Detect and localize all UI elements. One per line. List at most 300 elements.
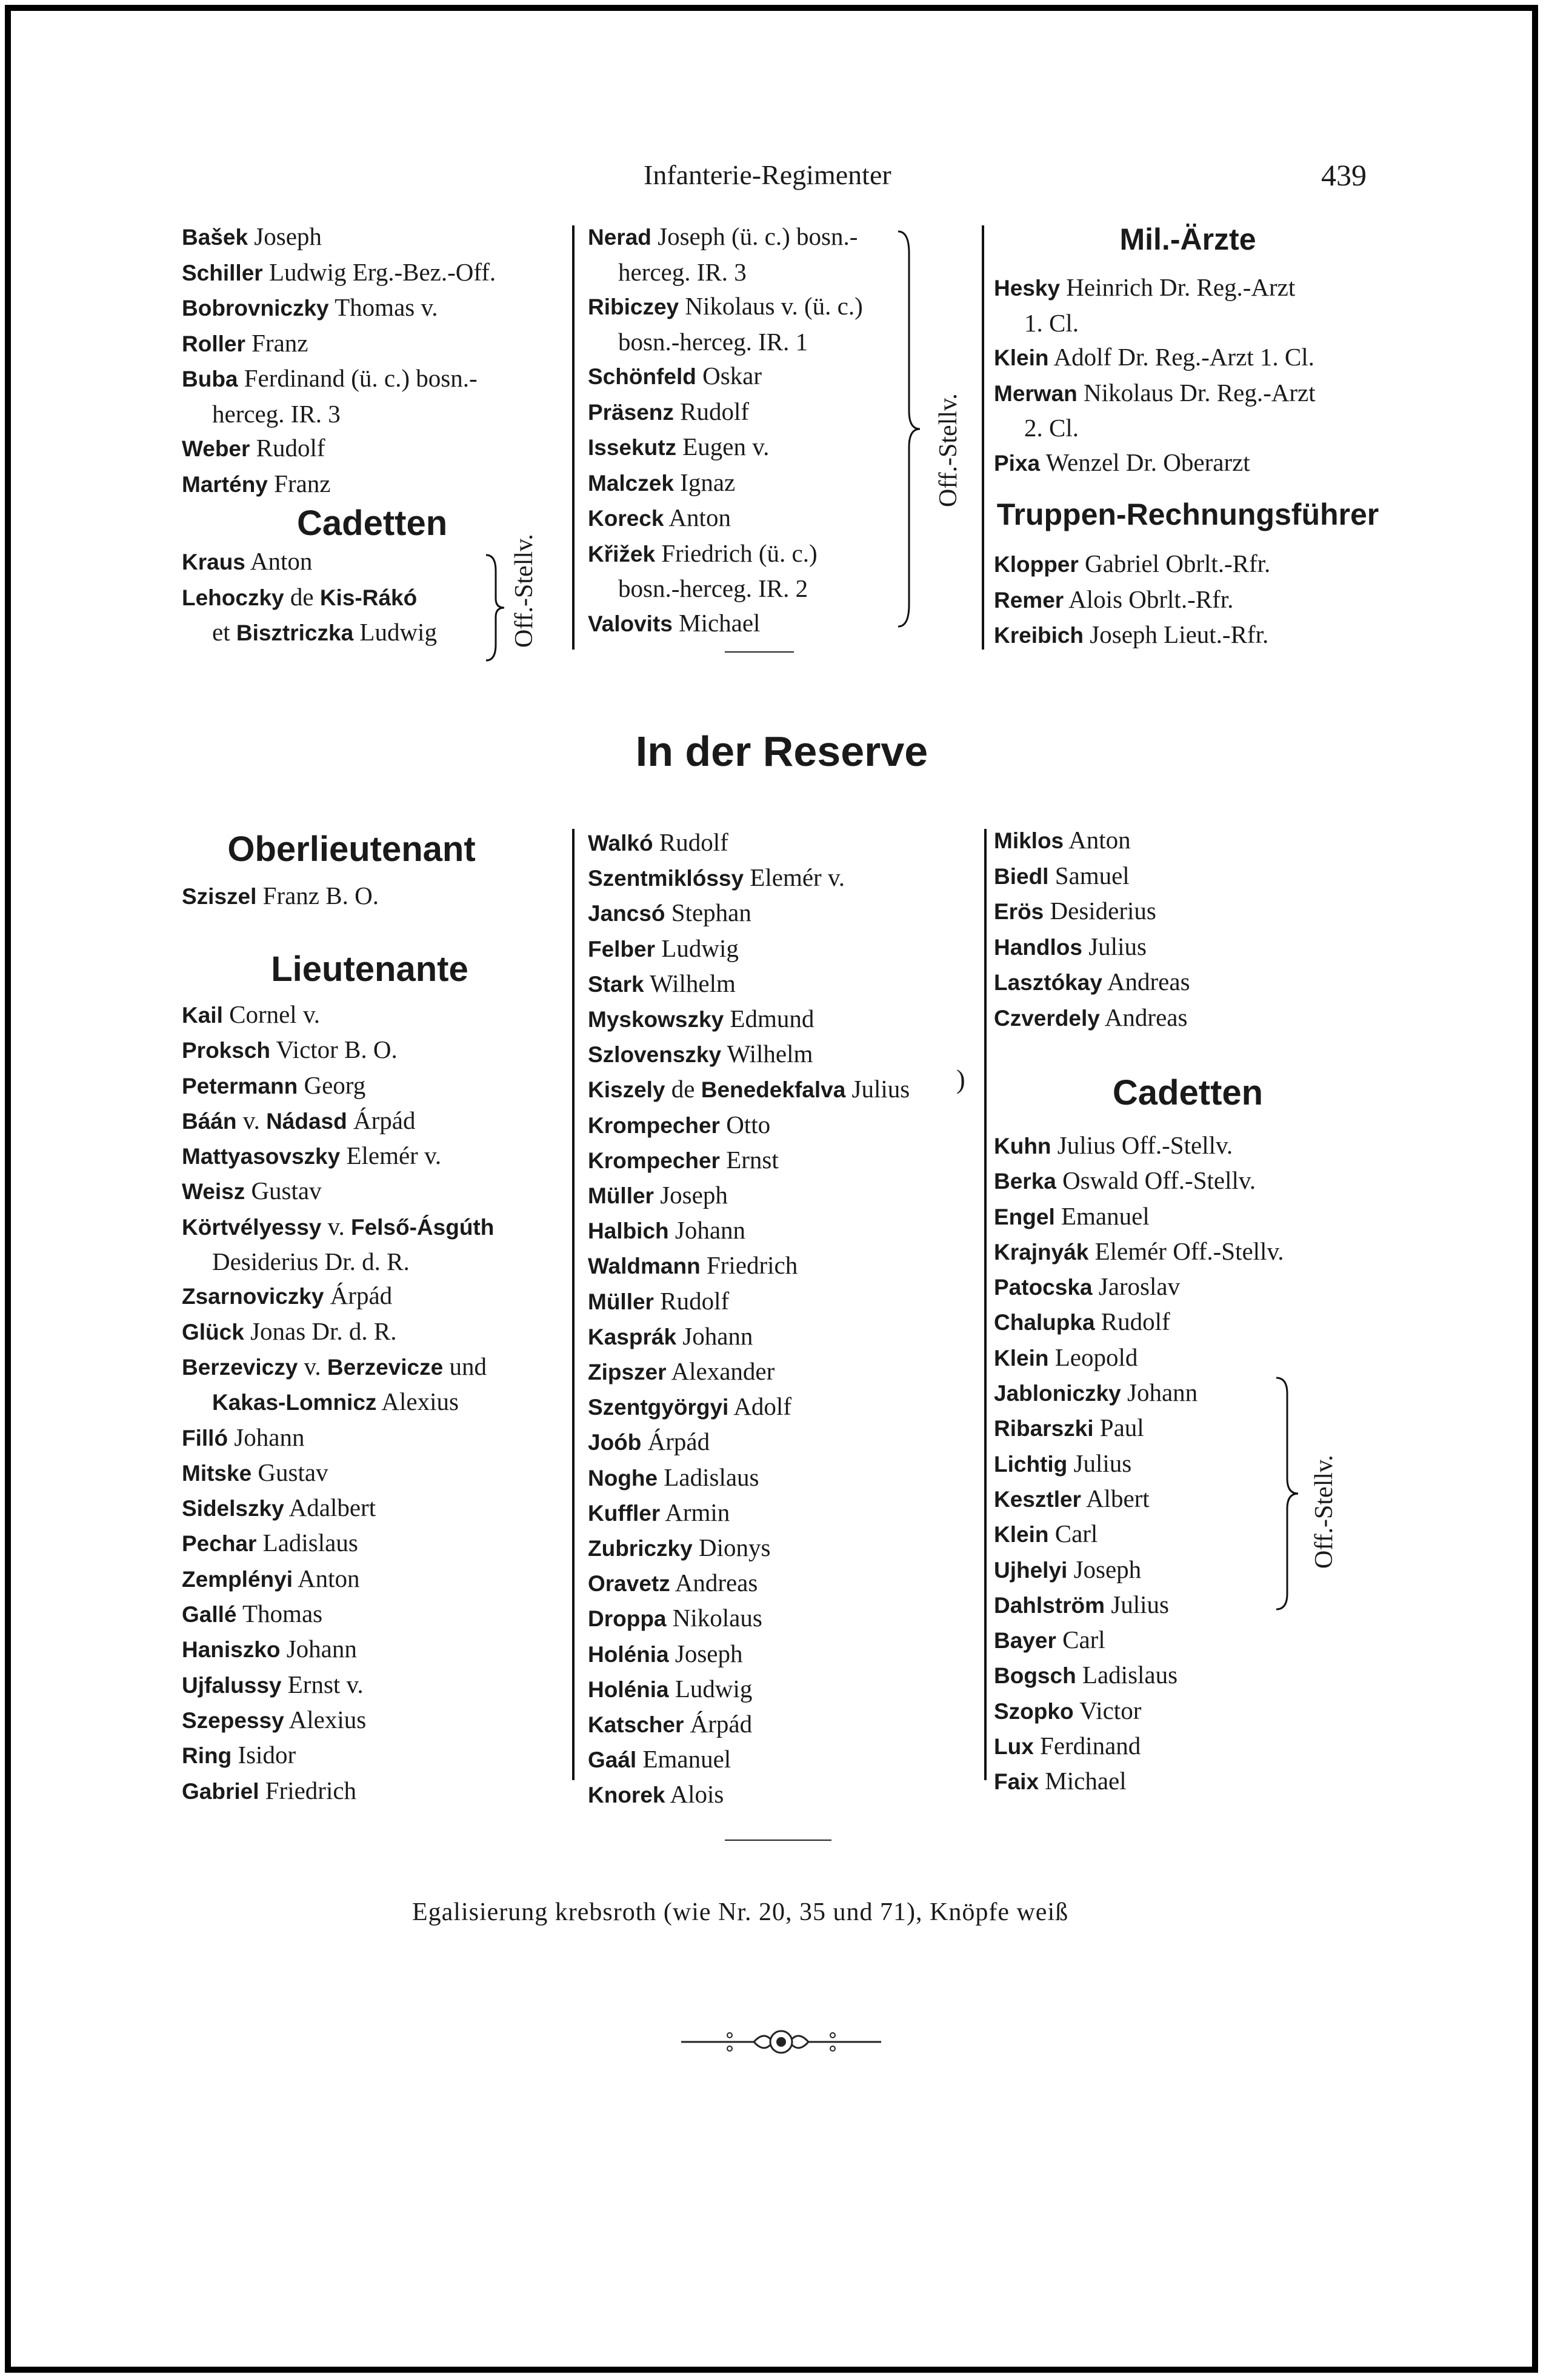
reserve-cadets-side-label: Off.-Stellv. xyxy=(1310,1455,1338,1569)
given-name: de xyxy=(284,582,320,611)
top-left-column xyxy=(182,219,496,502)
surname: Erös xyxy=(994,899,1044,924)
list-item xyxy=(182,467,496,502)
given-name: v. xyxy=(298,1352,327,1380)
list-item xyxy=(182,879,379,914)
list-item xyxy=(588,896,910,931)
list-item xyxy=(994,376,1316,411)
given-name: und xyxy=(443,1352,487,1380)
given-name: Armin xyxy=(660,1498,730,1526)
given-name: Victor B. O. xyxy=(270,1035,398,1064)
given-name: Ladislaus xyxy=(1076,1661,1178,1689)
given-name: Johann xyxy=(1121,1378,1198,1407)
top-left-cadets xyxy=(182,544,437,651)
surname: Bogsch xyxy=(994,1663,1076,1689)
given-name: Gustav xyxy=(252,1458,328,1486)
list-item xyxy=(182,1138,494,1174)
surname: Weisz xyxy=(182,1179,245,1205)
given-name: Johann xyxy=(668,1216,746,1245)
surname: Issekutz xyxy=(588,435,677,460)
given-name: Emanuel xyxy=(636,1745,731,1773)
cadets-brace xyxy=(485,553,505,663)
given-name: v. xyxy=(236,1106,267,1134)
given-name: Thomas xyxy=(236,1600,323,1628)
list-item xyxy=(588,1143,910,1178)
surname: Stark xyxy=(588,971,644,997)
given-name: Cornel v. xyxy=(222,1000,321,1028)
list-item xyxy=(994,929,1190,965)
footer-note: Egalisierung krebsroth (wie Nr. 20, 35 und 71), Knöpfe weiß xyxy=(412,1898,1069,1926)
list-item xyxy=(994,1587,1284,1623)
given-name: Ferdinand xyxy=(1033,1732,1141,1760)
list-item xyxy=(994,1729,1284,1764)
list-item xyxy=(994,1000,1190,1036)
list-item xyxy=(588,430,863,465)
list-item xyxy=(182,580,437,616)
list-item xyxy=(588,1178,910,1213)
oberlieutenant-heading: Oberlieutenant xyxy=(227,829,476,869)
reserve-middle-column xyxy=(588,825,910,1813)
given-name: Carl xyxy=(1048,1520,1098,1548)
given-name: Alexius xyxy=(284,1705,367,1733)
given-name: Rudolf xyxy=(250,434,325,462)
surname: Szentgyörgyi xyxy=(588,1395,729,1420)
column-divider-reserve-right xyxy=(984,829,987,1780)
list-item xyxy=(588,1495,910,1531)
list-item xyxy=(994,1658,1284,1693)
list-item xyxy=(994,1517,1284,1552)
surname: Nádasd xyxy=(266,1108,347,1134)
list-item xyxy=(994,1694,1284,1729)
surname: Lichtig xyxy=(994,1451,1068,1477)
reserve-cadets-brace xyxy=(1275,1375,1299,1612)
list-item xyxy=(588,1002,910,1037)
list-item xyxy=(182,1068,494,1103)
given-name: Ferdinand (ü. c.) bosn.- xyxy=(238,364,478,392)
cadets-heading-top: Cadetten xyxy=(297,504,448,543)
given-name: Edmund xyxy=(724,1005,814,1033)
list-item xyxy=(994,1269,1284,1305)
list-item xyxy=(182,615,437,651)
surname: Ujhelyi xyxy=(994,1557,1068,1583)
list-item xyxy=(588,1707,910,1742)
surname: Pixa xyxy=(994,450,1041,476)
given-name: Gabriel Obrlt.-Rfr. xyxy=(1078,550,1271,577)
surname: Biedl xyxy=(994,863,1049,889)
list-item xyxy=(182,1103,494,1138)
list-item xyxy=(994,445,1316,481)
list-item xyxy=(994,1163,1284,1198)
surname: Handlos xyxy=(994,934,1082,960)
list-item xyxy=(588,359,863,394)
given-name: Franz xyxy=(245,328,308,357)
list-item xyxy=(588,1354,910,1389)
list-item xyxy=(588,860,910,896)
given-name: Árpád xyxy=(641,1428,710,1456)
given-name: Joseph xyxy=(248,222,322,250)
surname: Sziszel xyxy=(182,884,257,909)
given-name: Ludwig xyxy=(668,1674,753,1703)
surname: Klein xyxy=(994,345,1049,370)
surname: Buba xyxy=(182,367,238,391)
given-name: Georg xyxy=(298,1071,366,1099)
list-item xyxy=(588,1672,910,1707)
page-number: 439 xyxy=(1321,158,1367,192)
list-item xyxy=(588,1389,910,1424)
list-item xyxy=(182,1209,494,1245)
given-name: Nikolaus v. (ü. c.) xyxy=(679,292,863,320)
given-name: Michael xyxy=(672,608,761,637)
list-item xyxy=(182,1667,494,1703)
given-name: Jaroslav xyxy=(1092,1272,1181,1301)
list-item xyxy=(994,1128,1284,1163)
list-item xyxy=(182,544,437,580)
surname: Zipszer xyxy=(588,1360,667,1385)
surname: Faix xyxy=(994,1769,1039,1795)
surname: Merwan xyxy=(994,381,1078,406)
surname: Lux xyxy=(994,1734,1034,1760)
surname: Zemplényi xyxy=(182,1566,293,1592)
given-name: Joseph (ü. c.) bosn.- xyxy=(651,222,858,250)
short-rule-mid xyxy=(725,651,794,653)
column-divider-top-right xyxy=(982,225,984,650)
list-item xyxy=(588,966,910,1002)
list-item xyxy=(588,1037,910,1072)
list-item xyxy=(588,1601,910,1636)
list-item xyxy=(994,1411,1284,1446)
given-name: Wilhelm xyxy=(644,969,736,997)
list-item xyxy=(994,1340,1284,1375)
list-item xyxy=(588,325,863,359)
given-name: Alexius xyxy=(376,1388,459,1416)
given-name: Jonas Dr. d. R. xyxy=(244,1317,397,1345)
given-name: 2. Cl. xyxy=(1024,414,1079,442)
surname: Kasprák xyxy=(588,1324,677,1349)
surname: Jancsó xyxy=(588,901,665,926)
list-item xyxy=(588,571,863,606)
list-item xyxy=(588,1460,910,1495)
surname: Ring xyxy=(182,1743,232,1769)
reserve-right-top xyxy=(994,823,1190,1035)
list-item xyxy=(182,1597,494,1632)
surname: Proksch xyxy=(182,1038,271,1063)
surname: Halbich xyxy=(588,1218,669,1244)
list-item xyxy=(182,1703,494,1738)
given-name: Rudolf xyxy=(653,1286,730,1315)
list-item xyxy=(182,1773,494,1809)
given-name: 1. Cl. xyxy=(1024,308,1079,337)
given-name: Joseph Lieut.-Rfr. xyxy=(1084,620,1269,648)
surname: Weber xyxy=(182,436,250,461)
given-name: Anton xyxy=(1064,826,1131,854)
given-name: Ernst xyxy=(719,1145,779,1174)
given-name: Wilhelm xyxy=(721,1040,813,1068)
surname: Holénia xyxy=(588,1641,669,1667)
surname: Martény xyxy=(182,471,268,497)
surname: Szepessy xyxy=(182,1707,284,1733)
list-item xyxy=(994,547,1270,582)
given-name: Julius Off.-Stellv. xyxy=(1051,1131,1233,1159)
surname: Benedekfalva xyxy=(701,1077,846,1103)
surname: Berzevicze xyxy=(327,1354,444,1380)
surname: Krajnyák xyxy=(994,1239,1089,1265)
given-name: Michael xyxy=(1039,1767,1127,1795)
surname: Bisztriczka xyxy=(236,620,354,645)
top-middle-column xyxy=(588,219,863,641)
given-name: Ludwig xyxy=(353,618,437,646)
list-item xyxy=(182,290,496,326)
list-item xyxy=(182,1174,494,1209)
list-item xyxy=(182,1349,494,1384)
given-name: Julius xyxy=(845,1075,910,1103)
given-name: Árpád xyxy=(347,1106,416,1134)
surname: Glück xyxy=(182,1319,244,1345)
list-item xyxy=(994,270,1316,306)
list-item xyxy=(588,1742,910,1777)
surname: Müller xyxy=(588,1289,654,1314)
column-divider-top-left xyxy=(572,225,575,650)
list-item xyxy=(588,536,863,572)
list-item xyxy=(182,1384,494,1420)
surname: Patocska xyxy=(994,1275,1093,1300)
given-name: Julius xyxy=(1067,1449,1132,1477)
surname: Bayer xyxy=(994,1628,1056,1654)
given-name: Friedrich xyxy=(259,1776,357,1804)
ornament xyxy=(681,2027,881,2057)
list-item xyxy=(994,965,1190,1000)
surname: Mattyasovszky xyxy=(182,1144,341,1169)
given-name: Johann xyxy=(676,1321,753,1350)
list-item xyxy=(588,219,863,255)
surname: Koreck xyxy=(588,506,664,531)
list-item xyxy=(994,1764,1284,1799)
list-item xyxy=(994,894,1190,929)
surname: Roller xyxy=(182,331,245,356)
surname: Zsarnoviczky xyxy=(182,1284,324,1309)
surname: Křižek xyxy=(588,541,656,567)
list-item xyxy=(588,500,863,536)
given-name: Johann xyxy=(280,1635,357,1663)
list-item xyxy=(182,1420,494,1455)
surname: Droppa xyxy=(588,1606,667,1632)
given-name: Heinrich Dr. Reg.-Arzt xyxy=(1060,273,1296,301)
list-item xyxy=(994,340,1316,376)
given-name: Ernst v. xyxy=(281,1670,364,1698)
list-item xyxy=(182,1632,494,1667)
list-item xyxy=(182,326,496,362)
given-name: Andreas xyxy=(1099,1003,1188,1031)
surname: Bobrovniczky xyxy=(182,296,329,321)
surname: Kraus xyxy=(182,550,245,574)
list-item xyxy=(182,1032,494,1068)
given-name: Julius xyxy=(1082,932,1147,960)
list-item xyxy=(588,289,863,325)
given-name: Árpád xyxy=(324,1281,393,1310)
given-name: Oswald Off.-Stellv. xyxy=(1056,1166,1256,1195)
cadets-heading-reserve: Cadetten xyxy=(1112,1073,1264,1112)
surname: Sidelszky xyxy=(182,1496,284,1521)
list-item xyxy=(182,219,496,255)
given-name: Adalbert xyxy=(284,1494,376,1522)
surname: Joób xyxy=(588,1430,642,1455)
column-divider-reserve-left xyxy=(572,829,575,1780)
given-name: Ludwig Erg.-Bez.-Off. xyxy=(262,258,496,286)
given-name: Ludwig xyxy=(655,934,739,962)
surname: Nerad xyxy=(588,225,651,250)
list-item xyxy=(588,1777,910,1812)
list-item xyxy=(588,1566,910,1601)
given-name: bosn.-herceg. IR. 2 xyxy=(618,574,808,602)
rechnungsfuehrer-list xyxy=(994,547,1270,653)
given-name: Andreas xyxy=(670,1569,758,1597)
surname: Holénia xyxy=(588,1677,669,1702)
brace-mark: ) xyxy=(956,1065,965,1094)
surname: Gaál xyxy=(588,1747,637,1773)
list-item xyxy=(182,1245,494,1278)
list-item xyxy=(994,1234,1284,1269)
surname: Myskowszky xyxy=(588,1007,724,1032)
footer-rule xyxy=(725,1840,831,1841)
list-item xyxy=(588,1531,910,1566)
list-item xyxy=(182,397,496,431)
list-item xyxy=(588,1248,910,1283)
surname: Schiller xyxy=(182,260,263,285)
given-name: Desiderius xyxy=(1044,897,1156,925)
given-name: Rudolf xyxy=(673,397,750,425)
given-name: Alois Obrlt.-Rfr. xyxy=(1064,585,1234,613)
given-name: herceg. IR. 3 xyxy=(212,399,341,428)
surname: Lasztókay xyxy=(994,970,1102,995)
list-item xyxy=(994,859,1190,894)
surname: Felber xyxy=(588,936,656,962)
reserve-cadets-list xyxy=(994,1128,1284,1800)
surname: Ribarszki xyxy=(994,1416,1094,1441)
surname: Oravetz xyxy=(588,1571,670,1597)
surname: Petermann xyxy=(182,1073,298,1099)
surname: Dahlström xyxy=(994,1592,1105,1618)
surname: Szopko xyxy=(994,1698,1074,1724)
given-name: Friedrich xyxy=(700,1251,798,1280)
surname: Krompecher xyxy=(588,1148,720,1173)
surname: Noghe xyxy=(588,1465,658,1491)
list-item xyxy=(994,306,1316,341)
surname: Ribiczey xyxy=(588,294,679,319)
given-name: Gustav xyxy=(245,1177,322,1205)
given-name: Anton xyxy=(664,504,731,531)
list-item xyxy=(994,1481,1284,1517)
list-item xyxy=(588,1108,910,1143)
list-item xyxy=(588,1637,910,1672)
surname: Remer xyxy=(994,587,1064,613)
given-name: Julius xyxy=(1104,1590,1169,1618)
given-name: Joseph xyxy=(1067,1555,1142,1583)
surname: Klein xyxy=(994,1522,1049,1547)
given-name: Ladislaus xyxy=(658,1463,759,1491)
list-item xyxy=(994,1305,1284,1340)
given-name: Árpád xyxy=(684,1710,753,1738)
surname: Valovits xyxy=(588,611,673,636)
given-name: Dionys xyxy=(692,1534,771,1562)
list-item xyxy=(588,1424,910,1460)
given-name: de xyxy=(665,1075,701,1103)
surname: Berzeviczy xyxy=(182,1354,298,1380)
surname: Walkó xyxy=(588,831,653,856)
list-item xyxy=(588,1284,910,1319)
list-item xyxy=(588,931,910,966)
given-name: Elemér v. xyxy=(340,1142,442,1170)
surname: Kis-Rákó xyxy=(319,585,418,610)
given-name: Anton xyxy=(293,1564,360,1592)
given-name: Andreas xyxy=(1102,968,1190,996)
surname: Bašek xyxy=(182,225,248,250)
list-item xyxy=(182,1526,494,1561)
list-item xyxy=(588,606,863,642)
list-item xyxy=(994,617,1270,653)
given-name: Albert xyxy=(1081,1484,1150,1512)
given-name: Desiderius Dr. d. R. xyxy=(212,1248,410,1276)
given-name: Alois xyxy=(665,1780,724,1809)
running-header: Infanterie-Regimenter xyxy=(644,159,891,190)
surname: Schönfeld xyxy=(588,364,696,389)
surname: Lehoczky xyxy=(182,585,284,610)
surname: Pechar xyxy=(182,1531,257,1557)
list-item xyxy=(994,823,1190,859)
list-item xyxy=(994,1552,1284,1587)
given-name: Paul xyxy=(1093,1414,1144,1442)
surname: Chalupka xyxy=(994,1310,1095,1335)
given-name: Stephan xyxy=(665,899,751,927)
list-item xyxy=(182,255,496,291)
officers-side-label: Off.-Stellv. xyxy=(934,393,962,507)
given-name: Leopold xyxy=(1048,1343,1138,1371)
surname: Haniszko xyxy=(182,1637,281,1663)
list-item xyxy=(182,1278,494,1314)
list-item xyxy=(588,1072,910,1107)
list-item xyxy=(588,255,863,290)
surname: Szentmiklóssy xyxy=(588,866,744,891)
list-item xyxy=(588,465,863,501)
surname: Klein xyxy=(994,1345,1049,1371)
given-name: Joseph xyxy=(653,1181,728,1209)
surname: Präsenz xyxy=(588,399,674,425)
oberlieutenant-list xyxy=(182,879,379,914)
given-name: Johann xyxy=(228,1423,305,1451)
given-name: Rudolf xyxy=(653,828,728,856)
given-name: Samuel xyxy=(1048,861,1130,889)
list-item xyxy=(994,1623,1284,1658)
given-name: Nikolaus xyxy=(666,1604,762,1632)
list-item xyxy=(994,582,1270,618)
officers-brace xyxy=(897,229,921,629)
given-name: et xyxy=(212,618,236,646)
mil-aerzte-heading: Mil.-Ärzte xyxy=(1119,222,1256,256)
surname: Szlovenszky xyxy=(588,1042,722,1068)
list-item xyxy=(182,1455,494,1491)
list-item xyxy=(182,1561,494,1597)
given-name: Friedrich (ü. c.) xyxy=(655,539,818,567)
cadets-side-label: Off.-Stellv. xyxy=(510,534,538,648)
list-item xyxy=(588,825,910,860)
list-item xyxy=(182,997,494,1032)
given-name: Carl xyxy=(1056,1626,1105,1654)
given-name: Joseph xyxy=(668,1639,743,1667)
surname: Kail xyxy=(182,1003,223,1028)
surname: Miklos xyxy=(994,828,1064,853)
surname: Körtvélyessy xyxy=(182,1214,322,1240)
given-name: Wenzel Dr. Oberarzt xyxy=(1040,448,1250,476)
given-name: bosn.-herceg. IR. 1 xyxy=(618,327,808,356)
surname: Berka xyxy=(994,1169,1056,1194)
